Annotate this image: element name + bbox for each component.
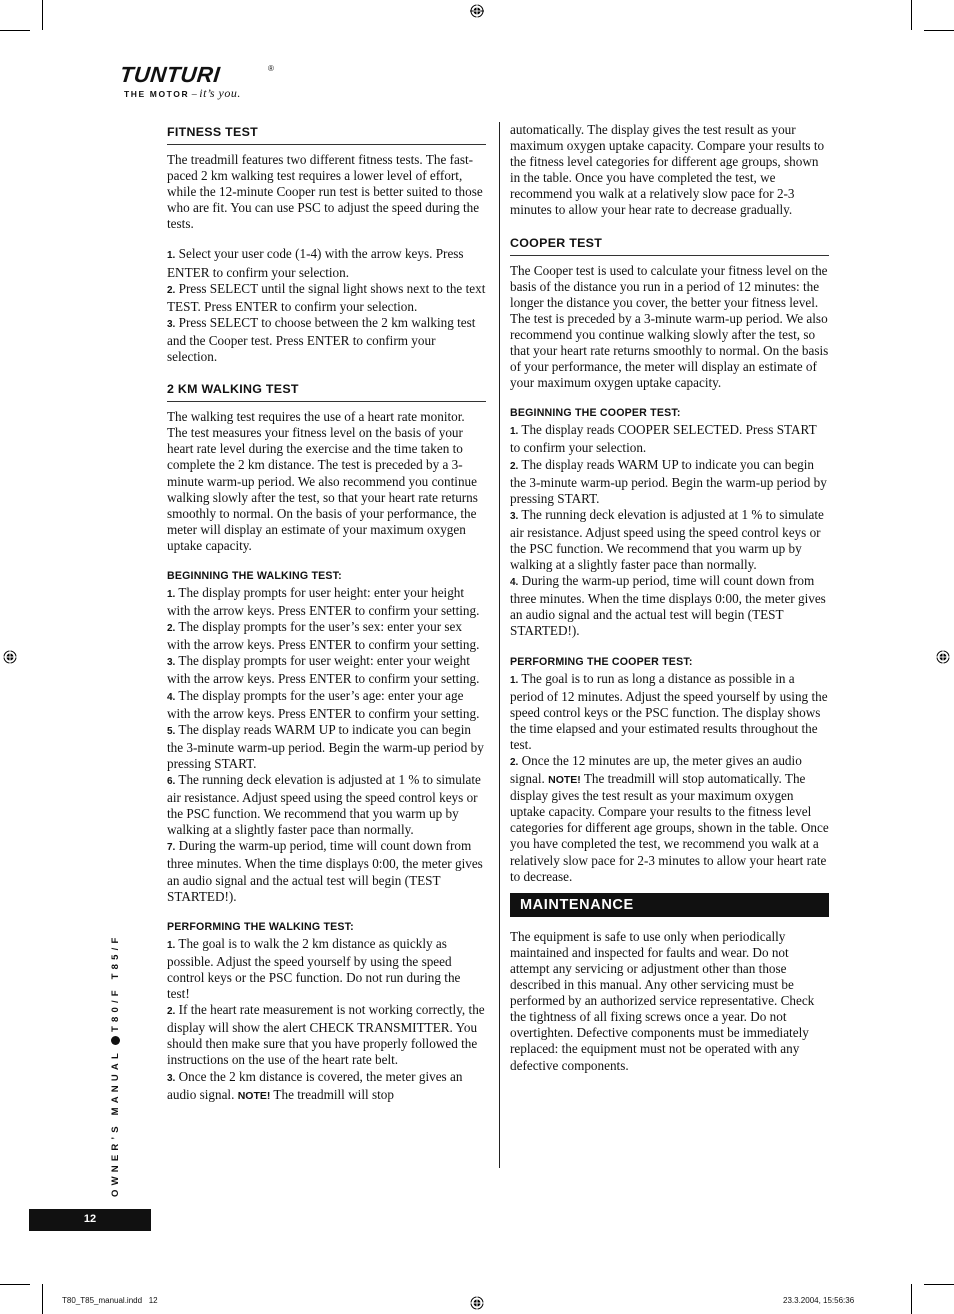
list-item: 2. Once the 12 minutes are up, the meter gives an audio signal. NOTE! The treadmill will stop automatically. The display gives the test result as your maximum oxygen uptake capacity. Compare your results to the fitness level categories for different age groups, shown in the table. Once you have completed the test, we recommend you walk at a relatively slow pace for 2-3 minutes to allow your heart rate to decrease.: [510, 753, 829, 884]
list-item: 4. The display prompts for the user’s age: enter your age with the arrow keys. Press ENTER to confirm your setting.: [167, 687, 480, 721]
note-label: NOTE!: [237, 1089, 271, 1102]
list-item: 1. The display reads COOPER SELECTED. Press START to confirm your selection.: [510, 422, 817, 456]
side-label-model: T80/F T85/F: [110, 933, 121, 1032]
column-divider: [499, 122, 500, 1168]
crop-mark: [924, 1284, 954, 1285]
cooper-perform-heading: PERFORMING THE COOPER TEST:: [510, 655, 693, 668]
list-item: 6. The running deck elevation is adjusted at 1 % to simulate air resistance. Adjust speed using the speed control keys or the PSC function. We recommend that you warm up by walking at a slightly faster pace than normally.: [167, 772, 481, 838]
maintenance-heading: MAINTENANCE: [510, 893, 829, 917]
registered-mark: ®: [268, 64, 274, 73]
registration-mark-icon: [936, 650, 950, 664]
walking-begin-heading: BEGINNING THE WALKING TEST:: [167, 569, 342, 582]
registration-mark-icon: [470, 4, 484, 18]
list-item: 2. Press SELECT until the signal light shows next to the text TEST. Press ENTER to confirm your selection.: [167, 280, 486, 314]
registration-mark-icon: [470, 1296, 484, 1310]
note-label: NOTE!: [548, 774, 581, 787]
page-number: 12: [29, 1209, 151, 1231]
walking-test-intro: The walking test requires the use of a heart rate monitor. The test measures your fitness level on the basis of your heart rate level during the exercise and the time taken to complete the 2 km distance. The test is preceded by a 3-minute warm-up period. We also recommend you continue walking slowly after the test, so that your heart rate returns smoothly to normal. On the basis of your performance, the meter will display an estimate of your maximum oxygen uptake capacity.: [167, 409, 478, 553]
list-item: 1. Select your user code (1-4) with the arrow keys. Press ENTER to confirm your selection.: [167, 246, 464, 280]
crop-mark: [42, 1284, 43, 1314]
list-item: 1. The display prompts for user height: enter your height with the arrow keys. Press ENTER to confirm your setting.: [167, 584, 480, 619]
list-item: 1. The goal is to walk the 2 km distance as quickly as possible. Adjust the speed yourself by using the speed control keys or the PSC function. Do not run during the test!: [167, 935, 461, 1002]
list-item: 3. Press SELECT to choose between the 2 km walking test and the Cooper test. Press ENTER to confirm your selection.: [167, 314, 476, 365]
tagline-slogan: it’s you.: [199, 86, 241, 100]
fitness-test-heading: FITNESS TEST: [167, 122, 486, 145]
cooper-begin-heading: BEGINNING THE COOPER TEST:: [510, 407, 681, 420]
walking-perform-steps: [167, 936, 486, 1104]
crop-mark: [42, 0, 43, 30]
crop-mark: [911, 0, 912, 30]
right-column: [510, 122, 829, 1074]
brand-name: TUNTURI: [118, 62, 222, 87]
crop-mark: [911, 1284, 912, 1314]
cooper-perform-steps: [510, 671, 829, 885]
list-item: 7. During the warm-up period, time will count down from three minutes. When the time displays 0:00, the meter gives an audio signal and the actual test will begin (TEST STARTED!).: [167, 838, 483, 904]
walking-begin-steps: [167, 585, 486, 905]
walking-test-continuation: automatically. The display gives the test result as your maximum oxygen uptake capacity. Compare your results to the fitness level categories for different age groups, shown in the table. Once you have completed the test, we recommend you walk at a relatively slow pace for 2-3 minutes to allow your hear rate to decrease gradually.: [510, 122, 825, 218]
crop-mark: [0, 1284, 30, 1285]
list-item: 1. The goal is to run as long a distance as possible in a period of 12 minutes. Adjust the speed yourself by using the speed control keys or the PSC function. The display shows the time elapsed and your estimated results throughout the test.: [510, 670, 828, 752]
list-item: 5. The display reads WARM UP to indicate you can begin the 3-minute warm-up period. Begin the warm-up period by pressing START.: [167, 721, 484, 771]
side-manual-label: [110, 934, 121, 1197]
list-item: 2. The display prompts for the user’s sex: enter your sex with the arrow keys. Press ENTER to confirm your setting.: [167, 619, 480, 653]
walking-perform-heading: PERFORMING THE WALKING TEST:: [167, 920, 354, 933]
crop-mark: [0, 30, 30, 31]
maintenance-text: The equipment is safe to use only when periodically maintained and inspected for faults and wear. Do not attempt any servicing or adjustment other than those described in this manual. Any other servicing must be performed by an authorized service representative. Check the tightness of all fixing screws once a year. Do not overtighten. Defective components must be immediately replaced: the equipment must not be operated with any defective components.: [510, 928, 815, 1073]
cooper-test-heading: COOPER TEST: [510, 233, 829, 256]
list-item: 2. If the heart rate measurement is not working correctly, the display will show the alert CHECK TRANSMITTER. You should then make sure that you have properly followed the instructions on the use of the heart rate belt.: [167, 1002, 485, 1068]
bullet-dot-icon: [111, 1036, 120, 1045]
cooper-test-intro: The Cooper test is used to calculate your fitness level on the basis of the distance you run in a period of 12 minutes: the longer the distance you cover, the better your fitness level. The test is preceded by a 3-minute warm-up period. We also recommend you continue walking slowly after the test, so that your heart rate returns smoothly to normal. On the basis of your performance, the meter will display an estimate of your maximum oxygen uptake capacity.: [510, 262, 829, 391]
tagline-motor: THE MOTOR: [124, 89, 190, 99]
fitness-test-intro: The treadmill features two different fitness tests. The fast-paced 2 km walking test requires a lower level of effort, while the 12-minute Cooper run test is better suited to those who are fit. You can use PSC to adjust the speed during the tests.: [167, 152, 483, 232]
crop-mark: [924, 30, 954, 31]
registration-mark-icon: [3, 650, 17, 664]
fitness-steps: [167, 246, 486, 365]
list-item: 3. Once the 2 km distance is covered, the meter gives an audio signal. NOTE! The treadmill will stop: [167, 1068, 463, 1102]
footer-file-name: T80_T85_manual.indd 12: [62, 1296, 158, 1305]
list-item: 2. The display reads WARM UP to indicate you can begin the 3-minute warm-up period. Begin the warm-up period by pressing START.: [510, 456, 827, 506]
list-item: 3. The running deck elevation is adjusted at 1 % to simulate air resistance. Adjust speed using the speed control keys or the PSC function. We recommend that you warm up by walking at a slightly faster pace than normally.: [510, 506, 824, 573]
brand-logo: [120, 62, 280, 102]
cooper-begin-steps: [510, 422, 829, 639]
left-column: [167, 122, 486, 1104]
list-item: 4. During the warm-up period, time will count down from three minutes. When the time displays 0:00, the meter gives an audio signal and the actual test will begin (TEST STARTED!).: [510, 573, 826, 639]
walking-test-heading: 2 KM WALKING TEST: [167, 379, 486, 402]
tagline-dash: –: [191, 89, 197, 100]
list-item: 3. The display prompts for user weight: enter your weight with the arrow keys. Press ENTER to confirm your setting.: [167, 653, 480, 687]
side-label-manual: OWNER’S MANUAL: [110, 1049, 121, 1197]
brand-tagline: [124, 86, 241, 101]
footer-timestamp: 23.3.2004, 15:56:36: [783, 1296, 855, 1305]
